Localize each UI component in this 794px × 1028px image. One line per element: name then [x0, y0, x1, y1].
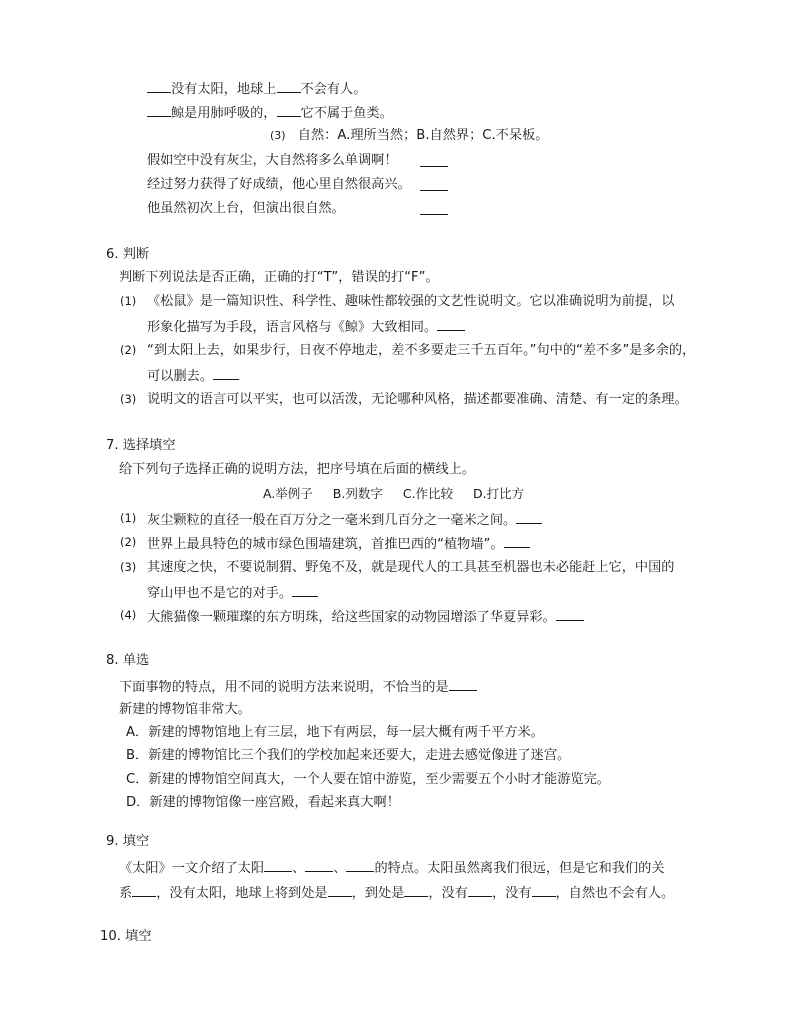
q5-sentence-2: 经过努力获得了好成绩，他心里自然很高兴。: [147, 177, 411, 192]
q6-item-2-line-1: “到太阳上去，如果步行，日夜不停地走，差不多要走三千五百年。”句中的“差不多”是多余的，: [147, 343, 696, 358]
answer-blank[interactable]: [449, 676, 477, 691]
answer-blank[interactable]: [404, 882, 428, 897]
answer-blank[interactable]: [264, 857, 292, 872]
q7-item-1: 灰尘颗粒的直径一般在百万分之一毫米到几百分之一毫米之间。: [147, 509, 542, 531]
question-8-statement: 新建的博物馆非常大。: [119, 702, 251, 717]
answer-blank[interactable]: [147, 78, 171, 93]
item-number: (1): [120, 511, 137, 525]
q5-sub3: [270, 126, 548, 146]
q5-sentence-1: 假如空中没有灰尘，大自然将多么单调啊！: [147, 153, 398, 168]
answer-blank[interactable]: [305, 857, 333, 872]
answer-blank[interactable]: [556, 606, 584, 621]
question-9-line-2: 系 ，没有太阳，地球上将到处是 ，到处是 ，没有 ，没有 ，自然也不会有人。: [119, 882, 674, 904]
item-number: (3): [120, 560, 137, 574]
question-6-instruction: 判断下列说法是否正确，正确的打“T”，错误的打“F”。: [119, 270, 439, 285]
answer-blank[interactable]: [132, 882, 156, 897]
answer-blank[interactable]: [504, 533, 530, 548]
item-number: (1): [120, 294, 137, 308]
answer-blank[interactable]: [346, 857, 374, 872]
answer-blank[interactable]: [468, 882, 492, 897]
answer-blank[interactable]: [147, 102, 171, 117]
q6-item-1-line-2: 形象化描写为手段，语言风格与《鲸》大致相同。: [147, 316, 465, 338]
question-9-line-1: 《太阳》一文介绍了太阳 、 、 的特点。太阳虽然离我们很远，但是它和我们的关: [119, 857, 665, 879]
q6-item-1-line-1: 《松鼠》是一篇知识性、科学性、趣味性都较强的文艺性说明文。它以准确说明为前提，以: [147, 294, 675, 309]
answer-blank[interactable]: [328, 882, 352, 897]
item-number: (4): [120, 608, 137, 622]
answer-blank[interactable]: [420, 200, 448, 215]
q5-line-1: 没有太阳，地球上 不会有人。: [147, 78, 366, 100]
q7-item-2: 世界上最具特色的城市绿色围墙建筑，首推巴西的“植物墙”。: [147, 533, 530, 555]
question-9-heading: 9. 填空: [106, 834, 150, 849]
question-10-heading: 10. 填空: [100, 929, 152, 944]
answer-blank[interactable]: [516, 509, 542, 524]
answer-blank[interactable]: [420, 152, 448, 167]
question-7-instruction: 给下列句子选择正确的说明方法，把序号填在后面的横线上。: [119, 462, 476, 477]
choice-c[interactable]: C．新建的博物馆空间真大，一个人要在馆中游览，至少需要五个小时才能游览完。: [126, 772, 610, 787]
choice-a[interactable]: A．新建的博物馆地上有三层，地下有两层，每一层大概有两千平方米。: [126, 725, 544, 740]
q7-item-3-line-2: 穿山甲也不是它的对手。: [147, 582, 318, 604]
item-number: (3): [120, 392, 137, 406]
options-row: [263, 484, 524, 504]
answer-blank[interactable]: [213, 365, 239, 380]
option-d: D.打比方: [473, 486, 525, 501]
question-8-heading: 8. 单选: [106, 653, 150, 668]
q6-item-3-line-1: 说明文的语言可以平实，也可以活泼，无论哪种风格，描述都要准确、清楚、有一定的条理。: [147, 392, 688, 407]
q5-sentence-3: 他虽然初次上台，但演出很自然。: [147, 201, 345, 216]
q7-item-3-line-1: 其速度之快，不要说制猬、野兔不及，就是现代人的工具甚至机器也未必能赶上它，中国的: [147, 560, 675, 575]
sub-number: (3): [270, 129, 286, 142]
q6-item-2-line-2: 可以删去。: [147, 365, 239, 387]
q7-item-4: 大熊猫像一颗璀璨的东方明珠，给这些国家的动物园增添了华夏异彩。: [147, 606, 584, 628]
answer-blank[interactable]: [420, 176, 448, 191]
item-number: (2): [120, 535, 137, 549]
option-a: A.举例子: [263, 486, 313, 501]
answer-blank[interactable]: [277, 102, 301, 117]
sub-text: 自然：A.理所当然；B.自然界；C.不呆板。: [297, 128, 549, 143]
question-7-heading: 7. 选择填空: [106, 438, 176, 453]
choice-b[interactable]: B．新建的博物馆比三个我们的学校加起来还要大，走进去感觉像进了迷宫。: [126, 748, 571, 763]
question-6-heading: 6. 判断: [106, 247, 150, 262]
question-8-prompt: 下面事物的特点，用不同的说明方法来说明，不恰当的是: [119, 676, 477, 698]
option-c: C.作比较: [402, 486, 454, 501]
answer-blank[interactable]: [532, 882, 556, 897]
item-number: (2): [120, 343, 137, 357]
q5-line-2: 鲸是用肺呼吸的， 它不属于鱼类。: [147, 102, 393, 124]
answer-blank[interactable]: [437, 316, 465, 331]
answer-blank[interactable]: [292, 582, 318, 597]
option-b: B.列数字: [332, 486, 383, 501]
choice-d[interactable]: D．新建的博物馆像一座宫殿，看起来真大啊！: [126, 795, 400, 810]
answer-blank[interactable]: [277, 78, 301, 93]
